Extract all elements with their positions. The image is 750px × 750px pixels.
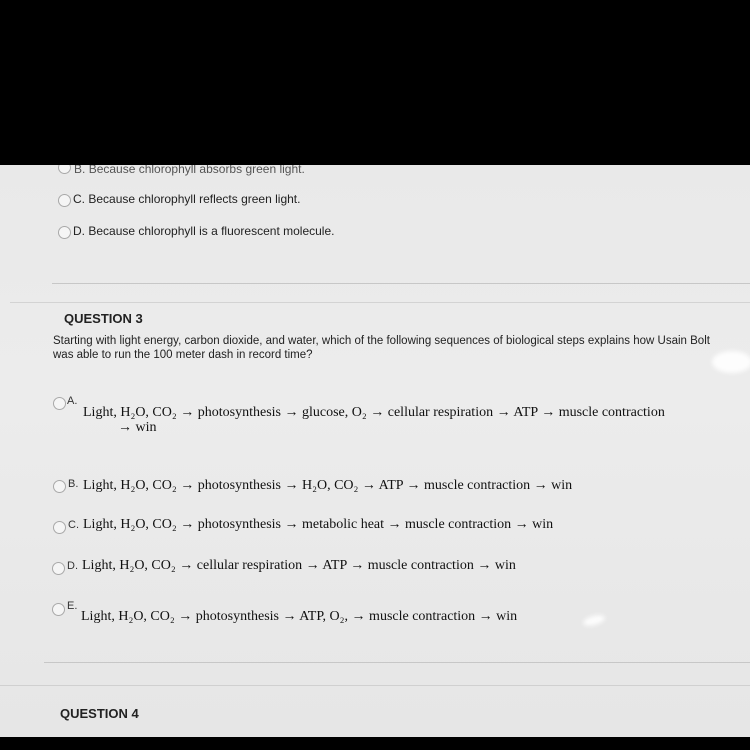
radio-prev-b[interactable] (58, 165, 71, 174)
option-text: Because chlorophyll reflects green light. (88, 192, 301, 206)
screen-glare (582, 613, 606, 627)
prev-option-d (73, 224, 334, 238)
option-text: Because chlorophyll is a fluorescent molecule. (88, 224, 335, 238)
divider (52, 283, 750, 284)
option-c-letter: C. (68, 519, 79, 531)
divider (10, 302, 750, 303)
option-b-text: Light, H₂O, CO₂ → photosynthesis → H₂O, CO₂ → ATP → muscle contraction → win (83, 478, 573, 493)
option-text: Because chlorophyll absorbs green light. (88, 165, 305, 176)
radio-option-a[interactable] (53, 397, 66, 410)
radio-prev-c[interactable] (58, 194, 71, 207)
screen-glare (712, 351, 750, 373)
option-a-text-cont: → win (118, 420, 157, 435)
option-c-text: Light, H₂O, CO₂ → photosynthesis → metabolic heat → muscle contraction → win (83, 517, 554, 532)
radio-option-c[interactable] (53, 521, 66, 534)
option-a-text: Light, H₂O, CO₂ → photosynthesis → glucose, O₂ → cellular respiration → ATP → muscle contraction (83, 405, 665, 420)
divider (44, 662, 750, 663)
option-b-letter: B. (68, 478, 79, 490)
divider (0, 685, 750, 686)
quiz-page (0, 165, 750, 737)
option-letter: B. (74, 165, 86, 176)
option-d-text: Light, H₂O, CO₂ → cellular respiration → ATP → muscle contraction → win (82, 558, 516, 573)
question-3-prompt: Starting with light energy, carbon dioxide, and water, which of the following sequences of biological steps explains how Usain Bolt was able to run the 100 meter dash in record time? (53, 335, 710, 361)
radio-prev-d[interactable] (58, 226, 71, 239)
prev-option-b (74, 165, 305, 176)
question-3-title: QUESTION 3 (64, 311, 143, 326)
question-4-title: QUESTION 4 (60, 706, 139, 721)
option-e-text: Light, H₂O, CO₂ → photosynthesis → ATP, O₂, → muscle contraction → win (81, 609, 518, 624)
radio-option-d[interactable] (52, 562, 65, 575)
option-letter: D. (73, 224, 85, 238)
option-e-letter: E. (67, 600, 78, 612)
prev-option-c (73, 192, 300, 206)
option-letter: C. (73, 192, 85, 206)
option-a-letter: A. (67, 395, 78, 407)
option-d-letter: D. (67, 560, 78, 572)
radio-option-e[interactable] (52, 603, 65, 616)
radio-option-b[interactable] (53, 480, 66, 493)
